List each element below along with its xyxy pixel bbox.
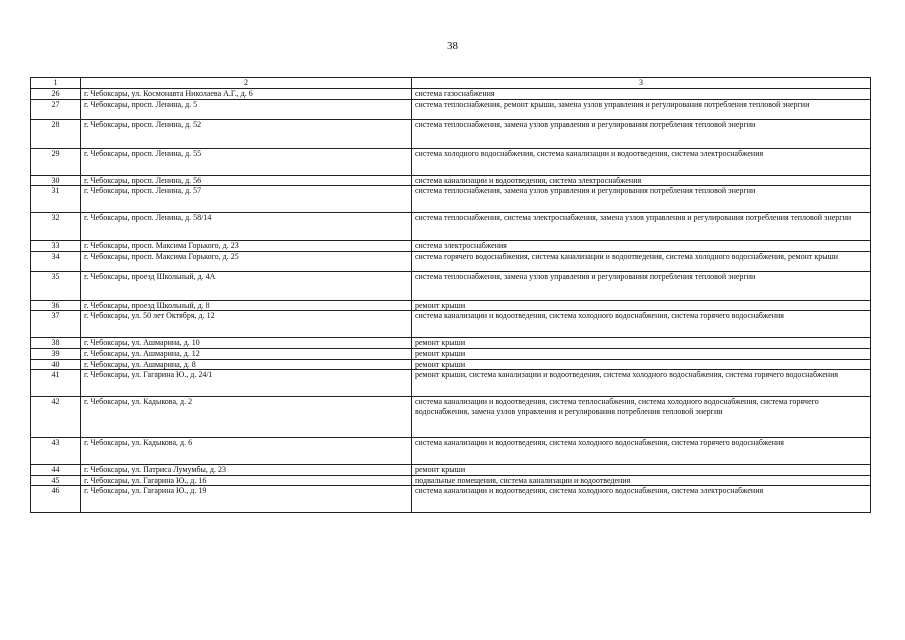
row-address: г. Чебоксары, ул. Кадыкова, д. 6 <box>81 438 412 465</box>
row-works: ремонт крыши, система канализации и водоотведения, система холодного водоснабжения, система горячего водоснабжения <box>412 370 871 397</box>
row-address: г. Чебоксары, ул. 50 лет Октября, д. 12 <box>81 311 412 338</box>
row-works: ремонт крыши <box>412 348 871 359</box>
row-number: 39 <box>31 348 81 359</box>
table-row <box>31 300 871 311</box>
row-address: г. Чебоксары, просп. Максима Горького, д. 23 <box>81 241 412 252</box>
row-number: 38 <box>31 338 81 349</box>
row-works: система теплоснабжения, система электроснабжения, замена узлов управления и регулирования потребления тепловой энергии <box>412 213 871 241</box>
row-number: 43 <box>31 438 81 465</box>
table-row <box>31 213 871 241</box>
row-address: г. Чебоксары, просп. Ленина, д. 57 <box>81 186 412 213</box>
row-works: ремонт крыши <box>412 359 871 370</box>
row-works: система теплоснабжения, замена узлов управления и регулирования потребления тепловой энергии <box>412 186 871 213</box>
header-col-2: 2 <box>81 78 412 89</box>
row-address: г. Чебоксары, проезд Школьный, д. 4А <box>81 271 412 300</box>
row-address: г. Чебоксары, просп. Ленина, д. 58/14 <box>81 213 412 241</box>
row-address: г. Чебоксары, проезд Школьный, д. 8 <box>81 300 412 311</box>
row-works: система канализации и водоотведения, система холодного водоснабжения, система горячего водоснабжения <box>412 311 871 338</box>
page-number: 38 <box>447 40 458 52</box>
row-number: 27 <box>31 99 81 119</box>
header-row <box>31 78 871 89</box>
table-row <box>31 186 871 213</box>
row-works: система канализации и водоотведения, система электроснабжения <box>412 175 871 186</box>
row-number: 36 <box>31 300 81 311</box>
header-col-3: 3 <box>412 78 871 89</box>
table-row <box>31 311 871 338</box>
row-address: г. Чебоксары, ул. Ашмарина, д. 8 <box>81 359 412 370</box>
row-address: г. Чебоксары, ул. Гагарина Ю., д. 16 <box>81 475 412 486</box>
row-works: ремонт крыши <box>412 300 871 311</box>
table-row <box>31 348 871 359</box>
row-works: система канализации и водоотведения, система холодного водоснабжения, система электроснабжения <box>412 486 871 513</box>
row-works: система горячего водоснабжения, система канализации и водоотведения, система холодного водоснабжения, ремонт крыши <box>412 251 871 271</box>
row-address: г. Чебоксары, просп. Ленина, д. 5 <box>81 99 412 119</box>
row-number: 44 <box>31 465 81 476</box>
table-row <box>31 397 871 438</box>
row-works: система холодного водоснабжения, система канализации и водоотведения, система электроснабжения <box>412 148 871 175</box>
row-address: г. Чебоксары, просп. Максима Горького, д. 25 <box>81 251 412 271</box>
table-row <box>31 359 871 370</box>
table-row <box>31 438 871 465</box>
row-works: система газоснабжения <box>412 89 871 100</box>
row-works: подвальные помещения, система канализации и водоотведения <box>412 475 871 486</box>
header-col-1: 1 <box>31 78 81 89</box>
row-number: 42 <box>31 397 81 438</box>
row-number: 33 <box>31 241 81 252</box>
row-works: система теплоснабжения, замена узлов управления и регулирования потребления тепловой энергии <box>412 271 871 300</box>
row-number: 37 <box>31 311 81 338</box>
row-address: г. Чебоксары, ул. Ашмарина, д. 12 <box>81 348 412 359</box>
row-address: г. Чебоксары, просп. Ленина, д. 55 <box>81 148 412 175</box>
row-number: 26 <box>31 89 81 100</box>
table-row <box>31 119 871 148</box>
row-number: 28 <box>31 119 81 148</box>
row-address: г. Чебоксары, ул. Ашмарина, д. 10 <box>81 338 412 349</box>
row-number: 32 <box>31 213 81 241</box>
row-number: 35 <box>31 271 81 300</box>
row-works: система теплоснабжения, замена узлов управления и регулирования потребления тепловой энергии <box>412 119 871 148</box>
works-table <box>30 77 871 513</box>
row-address: г. Чебоксары, ул. Космонавта Николаева А.Г., д. 6 <box>81 89 412 100</box>
table-row <box>31 370 871 397</box>
row-number: 31 <box>31 186 81 213</box>
table-row <box>31 241 871 252</box>
table-row <box>31 89 871 100</box>
row-address: г. Чебоксары, ул. Гагарина Ю., д. 24/1 <box>81 370 412 397</box>
table-body <box>31 89 871 513</box>
row-number: 34 <box>31 251 81 271</box>
row-number: 30 <box>31 175 81 186</box>
row-number: 41 <box>31 370 81 397</box>
row-works: система канализации и водоотведения, система теплоснабжения, система холодного водоснабжения, система горячего водоснабжения, замена узлов управления и регулирования потребления тепловой энергии <box>412 397 871 438</box>
row-works: ремонт крыши <box>412 465 871 476</box>
row-works: система канализации и водоотведения, система холодного водоснабжения, система горячего водоснабжения <box>412 438 871 465</box>
row-number: 46 <box>31 486 81 513</box>
row-address: г. Чебоксары, просп. Ленина, д. 56 <box>81 175 412 186</box>
row-address: г. Чебоксары, просп. Ленина, д. 52 <box>81 119 412 148</box>
table-row <box>31 251 871 271</box>
row-address: г. Чебоксары, ул. Кадыкова, д. 2 <box>81 397 412 438</box>
table-row <box>31 486 871 513</box>
table-header <box>31 78 871 89</box>
row-number: 45 <box>31 475 81 486</box>
table-row <box>31 99 871 119</box>
row-works: ремонт крыши <box>412 338 871 349</box>
row-address: г. Чебоксары, ул. Гагарина Ю., д. 19 <box>81 486 412 513</box>
row-works: система теплоснабжения, ремонт крыши, замена узлов управления и регулирования потребления тепловой энергии <box>412 99 871 119</box>
table-row <box>31 148 871 175</box>
table-row <box>31 271 871 300</box>
row-number: 40 <box>31 359 81 370</box>
row-works: система электроснабжения <box>412 241 871 252</box>
row-number: 29 <box>31 148 81 175</box>
row-address: г. Чебоксары, ул. Патриса Лумумбы, д. 23 <box>81 465 412 476</box>
table-row <box>31 465 871 476</box>
table-row <box>31 175 871 186</box>
table-row <box>31 475 871 486</box>
table-row <box>31 338 871 349</box>
